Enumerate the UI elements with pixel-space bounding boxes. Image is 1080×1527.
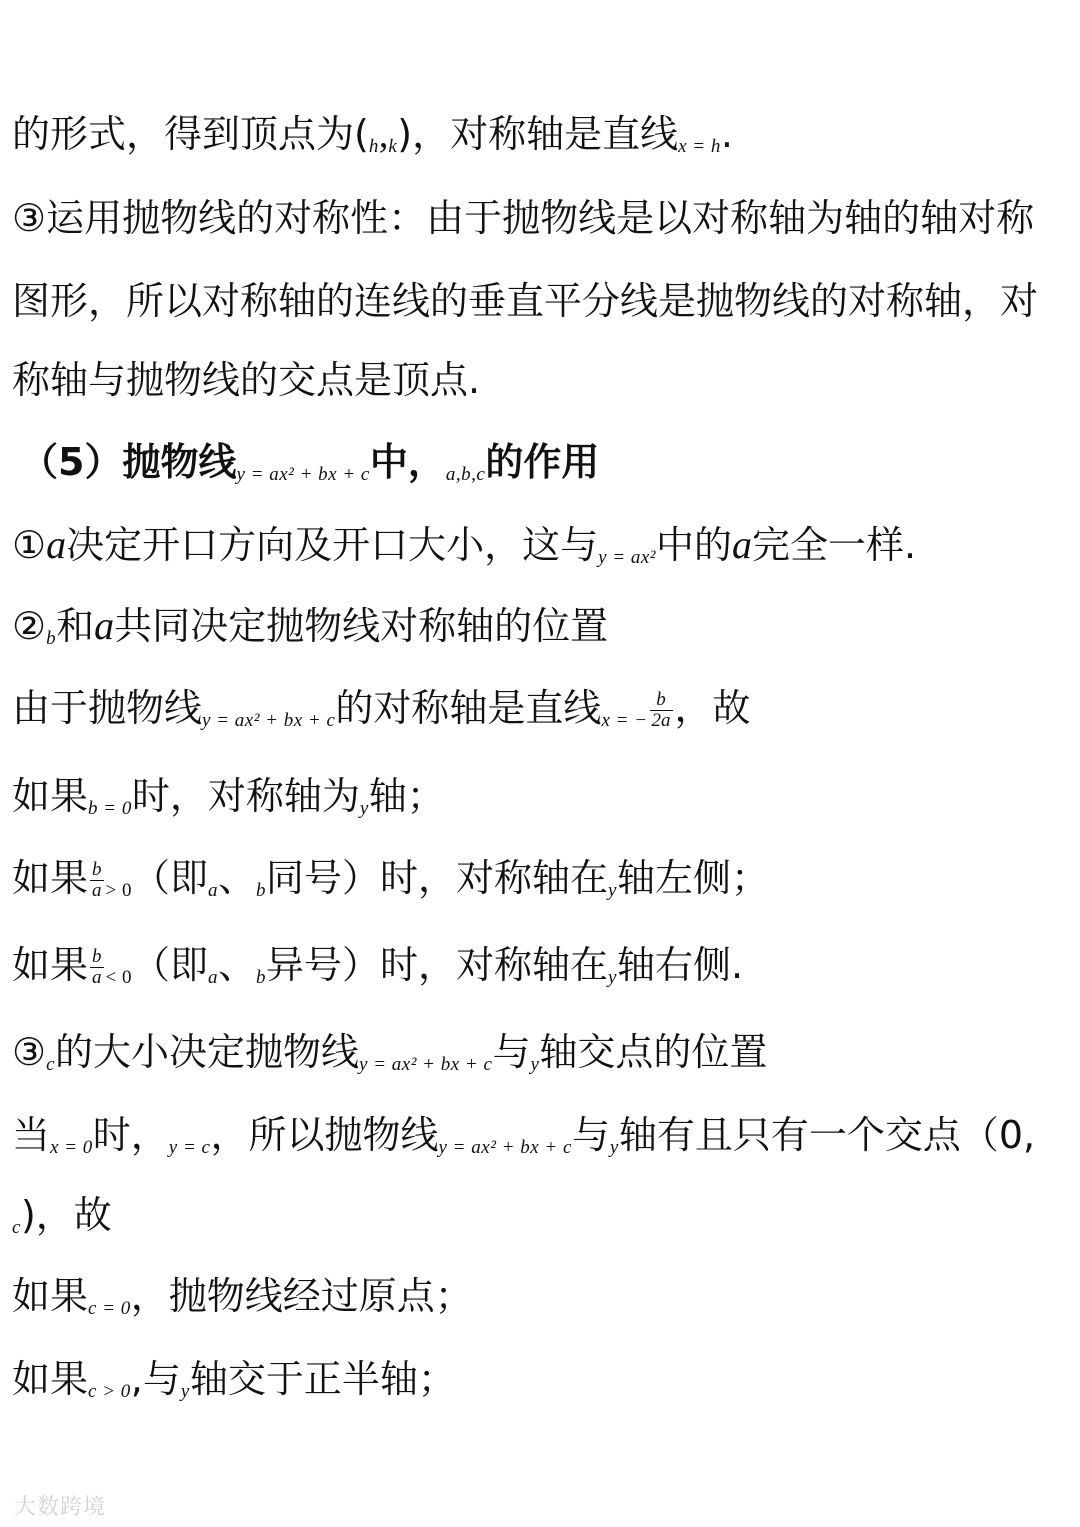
math-equation: y = ax² + bx + c [236, 464, 370, 485]
fraction-denominator: a [92, 880, 102, 901]
heading-text: 的作用 [485, 440, 600, 484]
math-equation: x = 0 [50, 1137, 93, 1158]
line-text: 轴有且只有一个交点（0, [618, 1113, 1036, 1157]
math-var-b: b [256, 967, 267, 988]
fraction-numerator: b [92, 859, 102, 880]
math-var-b: b [256, 880, 267, 901]
text-line-9 [12, 772, 1072, 833]
fraction-denominator: a [92, 967, 102, 988]
line-text: 轴右侧. [616, 943, 744, 987]
math-var-a: a [208, 967, 218, 988]
line-text: 同号）时，对称轴在 [266, 856, 609, 900]
line-text: )，对称轴是直线 [397, 112, 679, 156]
line-text: 由于抛物线 [12, 686, 203, 730]
math-equation: c = 0 [88, 1298, 131, 1319]
line-text: 图形，所以对称轴的连线的垂直平分线是抛物线的对称轴，对 [12, 279, 1039, 323]
math-vars: a,b,c [445, 464, 486, 485]
math-equation: y = ax² [598, 547, 656, 568]
math-var-y: y [359, 798, 369, 819]
math-var-y: y [530, 1054, 540, 1075]
section-heading [20, 438, 1072, 499]
line-text: 如果 [12, 1274, 89, 1318]
line-text: 的对称轴是直线 [335, 686, 602, 730]
line-text: 的形式，得到顶点为( [12, 112, 369, 156]
math-equation: y = c [168, 1137, 211, 1158]
line-text: 轴左侧； [616, 856, 769, 900]
line-text: 如果 [12, 856, 89, 900]
line-text: 、 [218, 856, 257, 900]
math-var-a: a [208, 880, 218, 901]
fraction-numerator: b [92, 946, 102, 967]
line-text: )，故 [20, 1193, 112, 1237]
line-text: 如果 [12, 774, 89, 818]
heading-text: 中， [369, 440, 446, 484]
math-var-y: y [608, 967, 617, 988]
line-text: 共同决定抛物线对称轴的位置 [114, 604, 609, 648]
text-line-16 [12, 1355, 1072, 1416]
math-equation: b = 0 [88, 798, 132, 819]
comma: , [378, 114, 389, 156]
circled-number: ② [12, 604, 47, 648]
math-equation: y = ax² + bx + c [202, 710, 336, 731]
math-var-b: b [46, 628, 57, 649]
line-text: ,与 [130, 1357, 181, 1401]
math-var-y: y [180, 1381, 190, 1402]
line-text: 轴交点的位置 [539, 1030, 768, 1074]
circled-number: ③ [12, 1030, 47, 1074]
line-text: （即 [131, 856, 208, 900]
line-text: 轴； [368, 774, 445, 818]
line-text: . [720, 112, 733, 156]
math-var-k: k [388, 136, 398, 157]
watermark-text: 大数跨境 [14, 1495, 107, 1520]
line-text: 异号）时，对称轴在 [266, 943, 609, 987]
math-equation: y = ax² + bx + c [359, 1054, 493, 1075]
math-var-y: y [609, 1137, 619, 1158]
text-line-6 [12, 521, 1072, 582]
line-text: 、 [218, 943, 257, 987]
text-line-13 [12, 1111, 1072, 1172]
line-text: 与 [492, 1030, 531, 1074]
math-var-h: h [368, 136, 379, 157]
line-text: 和 [56, 604, 95, 648]
text-line-8 [12, 684, 1072, 745]
line-text: ③运用抛物线的对称性：由于抛物线是以对称轴为轴的轴对称 [12, 196, 1035, 240]
text-line-4 [12, 356, 1072, 404]
line-text: 中的 [655, 523, 732, 567]
line-text: 时， [92, 1113, 169, 1157]
line-text: 如果 [12, 943, 89, 987]
math-equation: x = − [601, 710, 648, 731]
text-line-7 [12, 602, 1072, 663]
line-text: 完全一样. [752, 523, 917, 567]
line-text: 的大小决定抛物线 [55, 1030, 360, 1074]
math-var-c: c [46, 1054, 56, 1075]
math-var-a: a [732, 522, 752, 567]
line-text: 称轴与抛物线的交点是顶点. [12, 358, 481, 402]
math-fraction [650, 690, 673, 731]
watermark [14, 1490, 106, 1521]
fraction-denominator: 2a [651, 710, 671, 731]
circled-number: ① [12, 523, 47, 567]
text-line-14 [12, 1191, 1072, 1252]
heading-text: （5）抛物线 [20, 440, 237, 484]
math-fraction [90, 860, 104, 901]
line-text: ，抛物线经过原点； [130, 1274, 473, 1318]
line-text: 与 [571, 1113, 610, 1157]
math-fraction [90, 947, 104, 988]
math-var-c: c [12, 1217, 21, 1238]
math-var-a: a [46, 522, 67, 567]
math-equation: c > 0 [88, 1381, 131, 1402]
math-relation: > 0 [105, 880, 132, 901]
math-var-y: y [608, 880, 617, 901]
math-equation: y = ax² + bx + c [438, 1137, 572, 1158]
line-text: （即 [131, 943, 208, 987]
text-line-15 [12, 1272, 1072, 1333]
text-line-10 [12, 854, 1072, 915]
line-text: 当 [12, 1113, 51, 1157]
line-text: ，故 [674, 686, 751, 730]
line-text: 轴交于正半轴； [189, 1357, 456, 1401]
text-line-2 [12, 194, 1072, 242]
math-var-a: a [94, 603, 115, 648]
math-relation: < 0 [105, 967, 132, 988]
text-line-11 [12, 941, 1072, 1002]
math-equation: x = h [678, 136, 721, 157]
line-text: 如果 [12, 1357, 89, 1401]
line-text: 时，对称轴为 [131, 774, 360, 818]
line-text: ，所以抛物线 [210, 1113, 439, 1157]
text-line-12 [12, 1028, 1072, 1089]
fraction-numerator: b [650, 690, 673, 711]
text-line-3 [12, 277, 1072, 325]
text-line-1 [12, 110, 1072, 171]
line-text: 决定开口方向及开口大小，这与 [66, 523, 599, 567]
